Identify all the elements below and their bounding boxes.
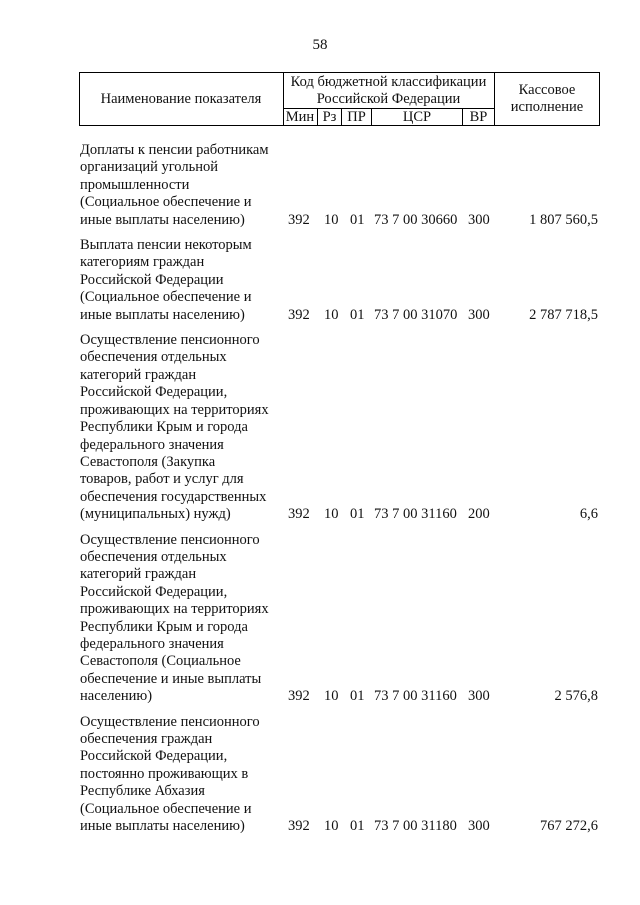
row-vr: 300 — [468, 306, 490, 323]
row-vr: 300 — [468, 211, 490, 228]
header-amount-line1: Кассовое — [518, 82, 576, 98]
row-vr: 300 — [468, 818, 490, 835]
row-csr: 73 7 00 30660 — [374, 211, 458, 228]
header-col-rz: Рз — [322, 109, 337, 125]
row-amount: 2 576,8 — [554, 688, 598, 705]
table-row — [0, 714, 640, 836]
row-min: 392 — [288, 211, 310, 228]
header-name-label: Наименование показателя — [100, 91, 262, 107]
header-col-csr: ЦСР — [402, 109, 432, 125]
table-header — [79, 72, 600, 126]
table-row — [0, 142, 640, 229]
row-amount: 2 787 718,5 — [529, 306, 598, 323]
row-csr: 73 7 00 31180 — [374, 818, 457, 835]
header-col-vr: ВР — [469, 109, 488, 125]
table-row — [0, 332, 640, 523]
row-csr: 73 7 00 31160 — [374, 688, 457, 705]
row-amount: 1 807 560,5 — [529, 211, 598, 228]
row-name: Осуществление пенсионного обеспечения отдельных категорий граждан Российской Федерации, проживающих на территориях Республики Крым и города федерального значения Севастополя (Закупка товаров, работ и услуг для обеспечения государственных (муниципальных) нужд) — [80, 332, 269, 523]
header-code-group-line1: Код бюджетной классификации — [290, 74, 487, 90]
row-name: Осуществление пенсионного обеспечения отдельных категорий граждан Российской Федерации, проживающих на территориях Республики Крым и города федерального значения Севастополя (Социальное обеспечение и иные выплаты населению) — [80, 531, 269, 705]
table-row — [0, 532, 640, 706]
row-rz: 10 — [324, 688, 339, 705]
row-amount: 6,6 — [579, 506, 598, 523]
header-border-right — [599, 72, 600, 126]
row-pr: 01 — [350, 688, 365, 705]
row-csr: 73 7 00 31070 — [374, 306, 458, 323]
row-name: Выплата пенсии некоторым категориям граждан Российской Федерации (Социальное обеспечение и иные выплаты населению) — [80, 237, 252, 323]
row-rz: 10 — [324, 211, 339, 228]
row-min: 392 — [288, 506, 310, 523]
row-min: 392 — [288, 688, 310, 705]
row-csr: 73 7 00 31160 — [374, 506, 457, 523]
row-vr: 200 — [468, 506, 490, 523]
page-number: 58 — [312, 37, 328, 53]
header-col-pr: ПР — [347, 109, 366, 125]
row-amount: 767 272,6 — [540, 818, 598, 835]
row-vr: 300 — [468, 688, 490, 705]
table-body — [0, 142, 640, 835]
row-rz: 10 — [324, 306, 339, 323]
row-pr: 01 — [350, 211, 365, 228]
row-min: 392 — [288, 818, 310, 835]
row-name: Осуществление пенсионного обеспечения граждан Российской Федерации, постоянно проживающих в Республике Абхазия (Социальное обеспечение и иные выплаты населению) — [80, 713, 260, 835]
row-min: 392 — [288, 306, 310, 323]
header-amount-line2: исполнение — [510, 99, 584, 115]
table-row — [0, 237, 640, 324]
row-pr: 01 — [350, 818, 365, 835]
row-rz: 10 — [324, 506, 339, 523]
row-pr: 01 — [350, 506, 365, 523]
header-code-group-line2: Российской Федерации — [316, 91, 461, 107]
row-rz: 10 — [324, 818, 339, 835]
header-col-min: Мин — [285, 109, 315, 125]
header-border-top — [79, 72, 600, 73]
row-name: Доплаты к пенсии работникам организаций угольной промышленности (Социальное обеспечение и иные выплаты населению) — [80, 142, 269, 228]
row-pr: 01 — [350, 306, 365, 323]
